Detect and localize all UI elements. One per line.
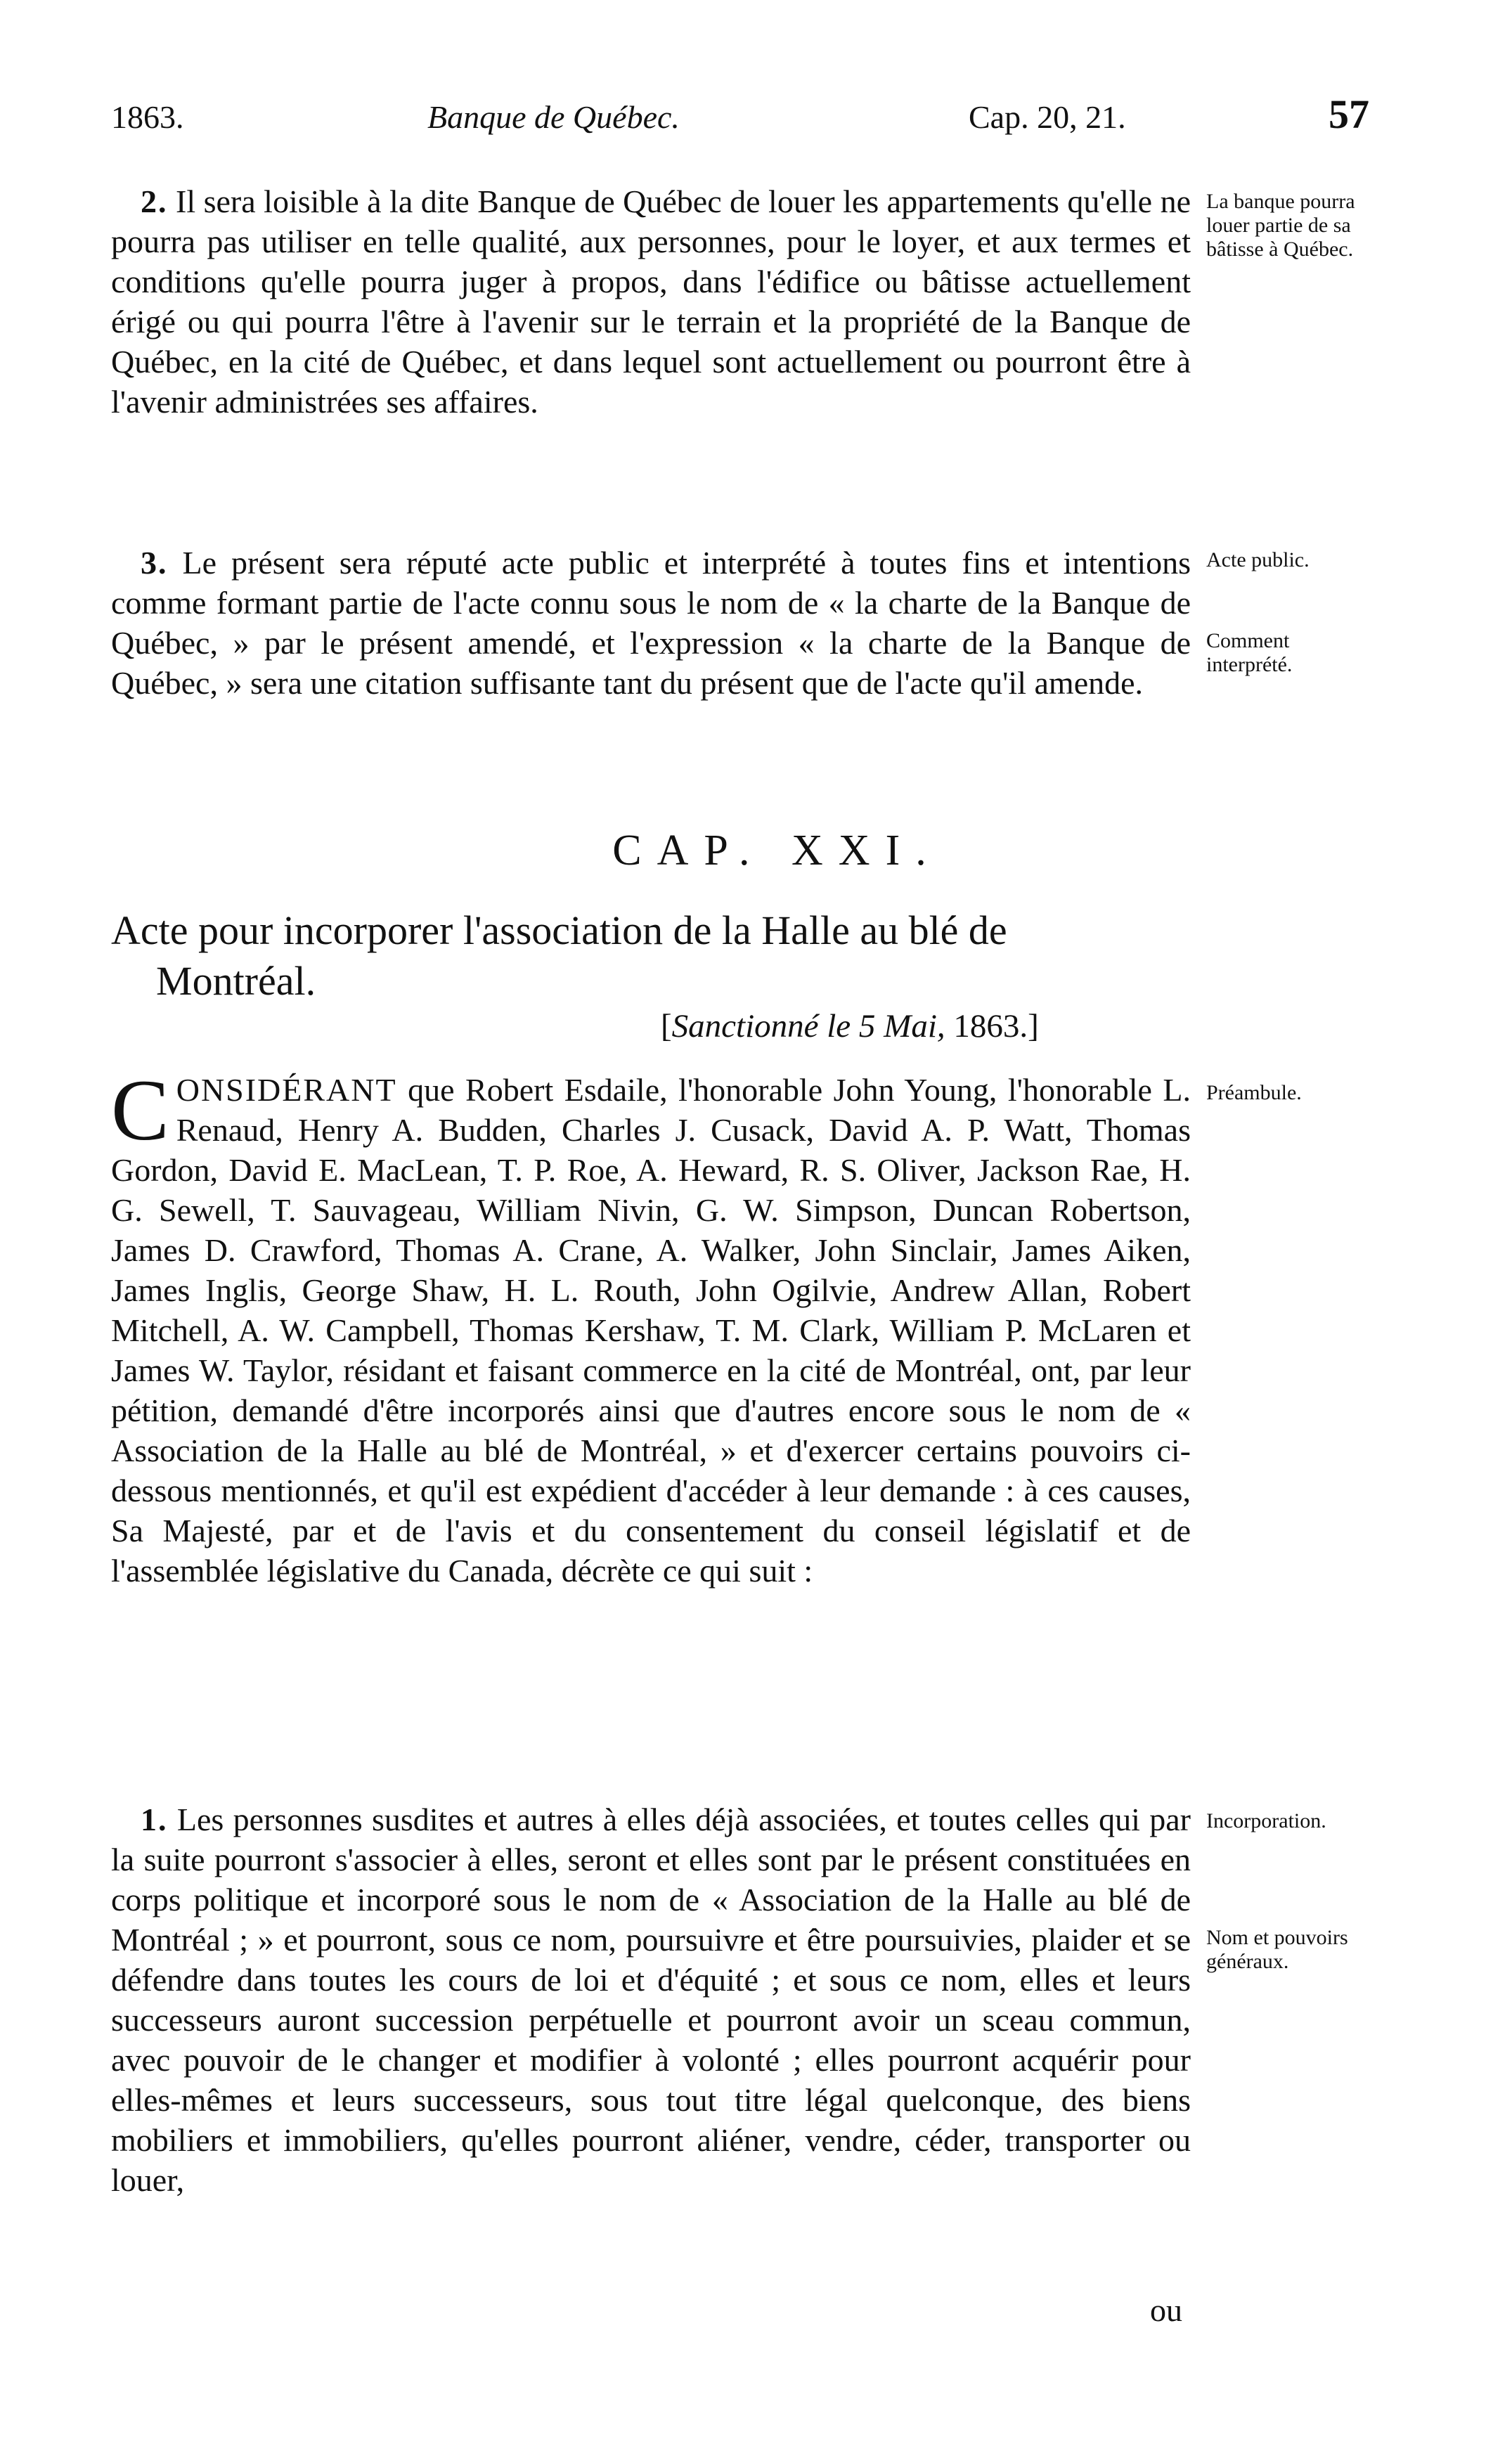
margin-note-nom-et-pouvoirs: Nom et pouvoirs généraux. <box>1206 1926 1348 1973</box>
act-title <box>111 905 1194 1007</box>
section-3 <box>111 543 1191 703</box>
section-1-text: Les personnes susdites et autres à elles déjà associées, et toutes celles qui par la suite pourront s'associer à elles, seront et elles sont par le présent constituées en corps politique et incorporé sous le nom de « Association de la Halle au blé de Montréal ; » et pourront, sous ce nom, poursuivre et être poursuivies, plaider et se défendre dans toutes les cours de loi et d'équité ; et sous ce nom, elles et leurs successeurs auront succession perpétuelle et pourront avoir un sceau commun, avec pouvoir de le changer et modifier à volonté ; elles pourront acquérir pour elles-mêmes et leurs successeurs, sous tout titre légal quelconque, des biens mobiliers et immobiliers, qu'elles pourront aliéner, vendre, céder, transporter ou louer, <box>111 1802 1191 2198</box>
header-chapter: Cap. 20, 21. <box>969 99 1126 135</box>
section-2-number: 2. <box>141 183 168 219</box>
preamble-text: que Robert Esdaile, l'honorable John Young, l'honorable L. Renaud, Henry A. Budden, Charles J. Cusack, David A. P. Watt, Thomas Gordon, David E. MacLean, T. P. Roe, A. Heward, R. S. Oliver, Jackson Rae, H. G. Sewell, T. Sauvageau, William Nivin, G. W. Simpson, Duncan Robertson, James D. Crawford, Thomas A. Crane, A. Walker, John Sinclair, James Aiken, James Inglis, George Shaw, H. L. Routh, John Ogilvie, Andrew Allan, Robert Mitchell, A. W. Campbell, Thomas Kershaw, T. M. Clark, William P. McLaren et James W. Taylor, résidant et faisant commerce en la cité de Montréal, ont, par leur pétition, demandé d'être incorporés ainsi que d'autres encore sous le nom de « Association de la Halle au blé de Montréal, » et d'exercer certains pouvoirs ci-dessous mentionnés, et qu'il est expédient d'accéder à leur demande : à ces causes, Sa Majesté, par et de l'avis et du consentement du conseil législatif et de l'assemblée législative du Canada, décrète ce qui suit : <box>111 1072 1191 1589</box>
section-1 <box>111 1799 1191 2200</box>
page-end-catchword: ou <box>1150 2292 1182 2328</box>
page-number: 57 <box>1329 91 1369 137</box>
section-3-number: 3. <box>141 545 168 581</box>
section-2 <box>111 181 1191 422</box>
section-1-number: 1. <box>141 1802 168 1837</box>
margin-note-preambule: Préambule. <box>1206 1081 1302 1104</box>
margin-note-comment-interprete: Comment interprété. <box>1206 629 1293 676</box>
margin-note-acte-public: Acte public. <box>1206 548 1310 571</box>
preamble-lead-word: ONSIDÉRANT <box>176 1072 397 1108</box>
chapter-heading: CAP. XXI. <box>612 827 942 874</box>
section-2-text: Il sera loisible à la dite Banque de Québec de louer les appartements qu'elle ne pourra pas utiliser en telle qualité, aux personnes, pour le loyer, et aux termes et conditions qu'elle pourra juger à propos, dans l'édifice ou bâtisse actuellement érigé ou qui pourra l'être à l'avenir sur le terrain et la propriété de la Banque de Québec, en la cité de Québec, et dans lequel sont actuellement ou pourront être à l'avenir administrées ses affaires. <box>111 183 1191 420</box>
act-title-line-2: Montréal. <box>156 958 316 1004</box>
preamble <box>111 1062 1191 1591</box>
section-3-text: Le présent sera réputé acte public et interprété à toutes fins et intentions comme formant partie de l'acte connu sous le nom de « la charte de la Banque de Québec, » par le présent amendé, et l'expression « la charte de la Banque de Québec, » sera une citation suffisante tant du présent que de l'acte qu'il amende. <box>111 545 1191 701</box>
sanction-date: [Sanctionné le 5 Mai, 1863.] <box>661 1008 1039 1045</box>
dropcap-letter: C <box>111 1062 169 1158</box>
sanction-text: Sanctionné le 5 Mai, <box>671 1008 945 1045</box>
sanction-year: 1863. <box>953 1008 1028 1045</box>
margin-note-la-banque: La banque pourra louer partie de sa bâtisse à Québec. <box>1206 190 1355 261</box>
header-year: 1863. <box>111 99 184 135</box>
header-title: Banque de Québec. <box>427 99 680 135</box>
act-title-line-1: Acte pour incorporer l'association de la Halle au blé de <box>111 907 1007 953</box>
margin-note-incorporation: Incorporation. <box>1206 1809 1326 1832</box>
